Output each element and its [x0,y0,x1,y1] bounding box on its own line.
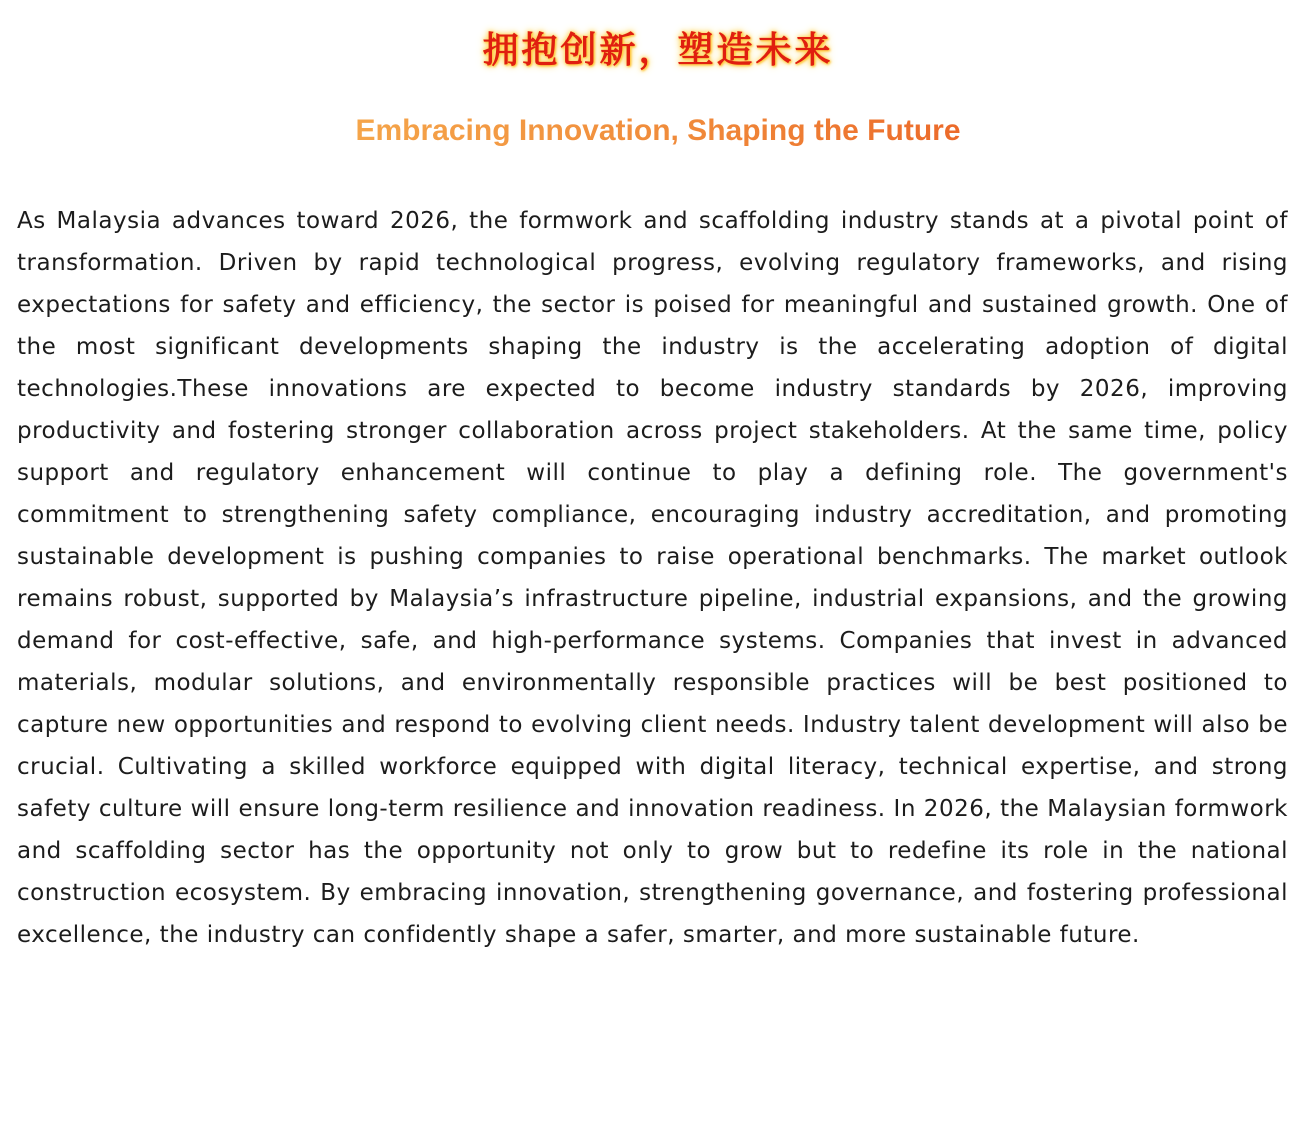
article-body: As Malaysia advances toward 2026, the formwork and scaffolding industry stands at a pivotal point of transformation. Driven by rapid technological progress, evolving regulatory frameworks, and rising expectations for safety and efficiency, the sector is poised for meaningful and sustained growth. One of the most significant developments shaping the industry is the accelerating adoption of digital technologies.These innovations are expected to become industry standards by 2026, improving productivity and fostering stronger collaboration across project stakeholders. At the same time, policy support and regulatory enhancement will continue to play a defining role. The government's commitment to strengthening safety compliance, encouraging industry accreditation, and promoting sustainable development is pushing companies to raise operational benchmarks. The market outlook remains robust, supported by Malaysia’s infrastructure pipeline, industrial expansions, and the growing demand for cost-effective, safe, and high-performance systems. Companies that invest in advanced materials, modular solutions, and environmentally responsible practices will be best positioned to capture new opportunities and respond to evolving client needs. Industry talent development will also be crucial. Cultivating a skilled workforce equipped with digital literacy, technical expertise, and strong safety culture will ensure long-term resilience and innovation readiness. In 2026, the Malaysian formwork and scaffolding sector has the opportunity not only to grow but to redefine its role in the national construction ecosystem. By embracing innovation, strengthening governance, and fostering professional excellence, the industry can confidently shape a safer, smarter, and more sustainable future. [17,208,1288,948]
english-subtitle [0,111,1316,151]
english-subtitle-text: Embracing Innovation, Shaping the Future [355,113,961,147]
chinese-title: 拥抱创新，塑造未来 [482,30,834,72]
